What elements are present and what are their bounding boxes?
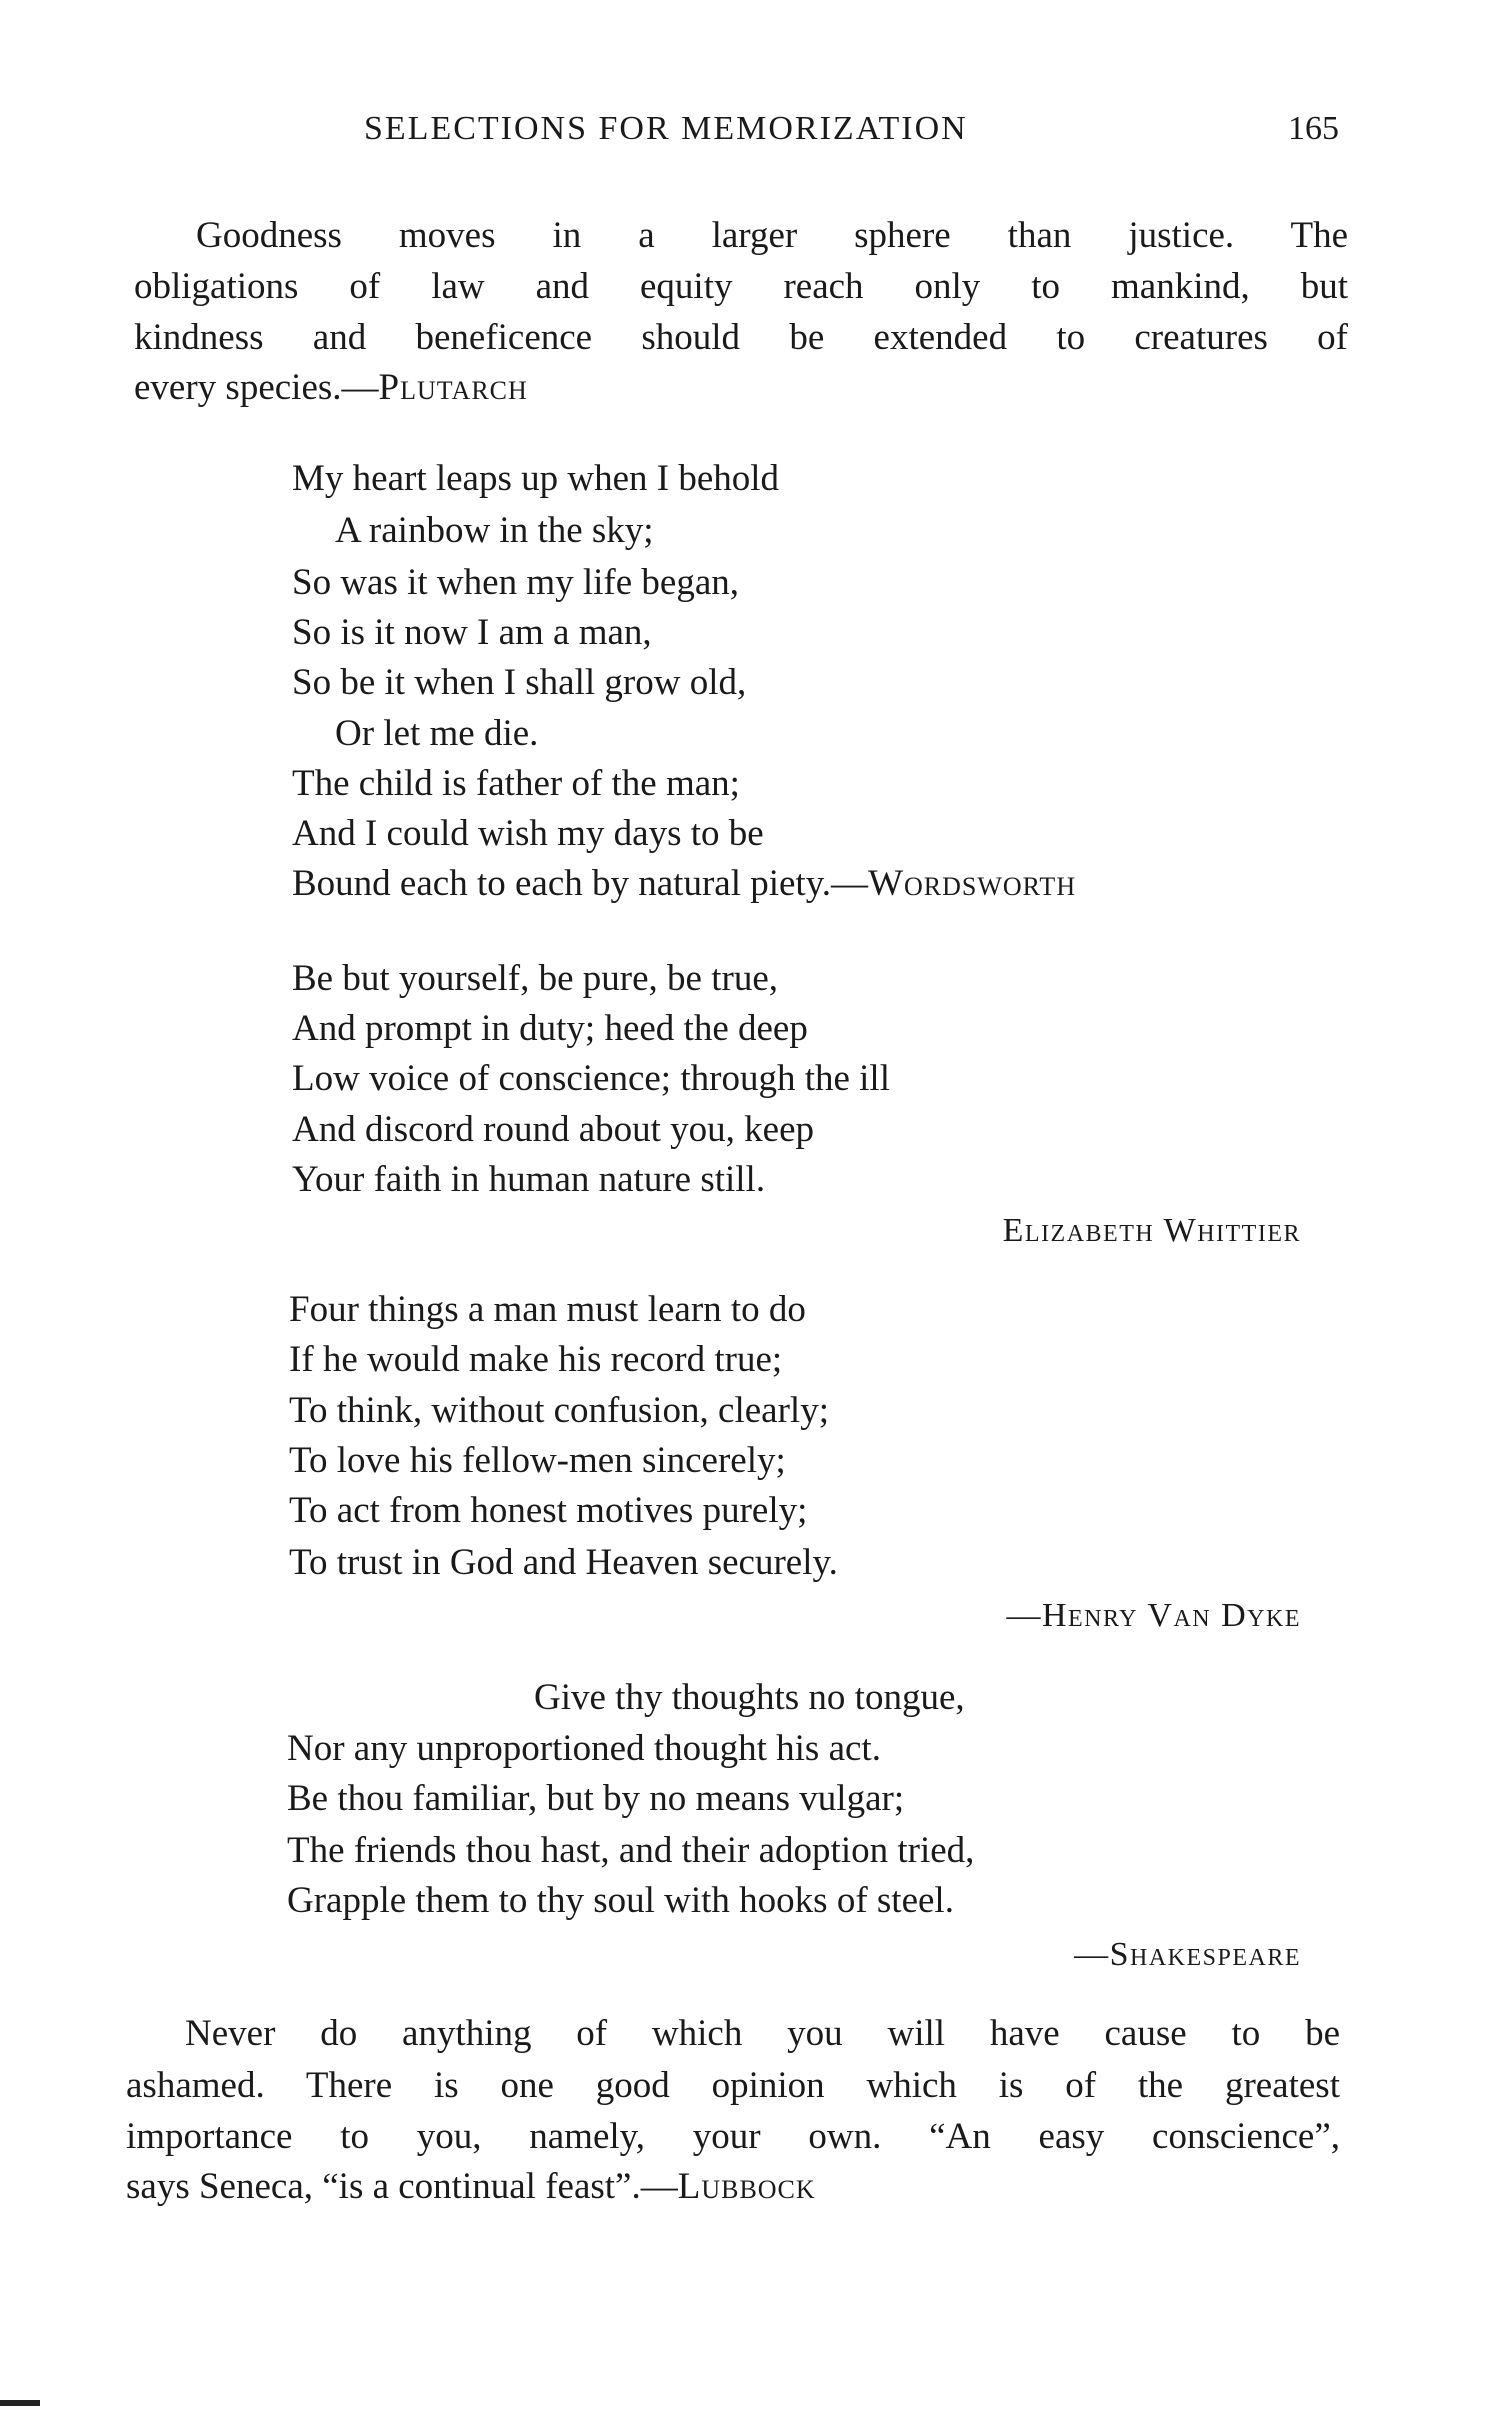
plutarch-paragraph-line [134,368,528,408]
lubbock-paragraph-line [126,2117,1340,2157]
poem-line [292,1009,808,1049]
plutarch-paragraph-line [134,318,1348,358]
attribution: Plutarch [378,367,528,408]
poem-line [292,459,779,499]
lubbock-paragraph-line [126,2066,1340,2106]
poem-line [292,959,778,999]
line-text: A rainbow in the sky; [335,510,654,551]
attribution: Elizabeth Whittier [1002,1212,1301,1249]
line-text: So is it now I am a man, [292,612,652,653]
line-text: If he would make his record true; [289,1339,783,1380]
line-text: My heart leaps up when I behold [292,458,780,499]
poem-line [289,1391,829,1431]
line-text: ashamed. There is one good opinion which is of the greatest [126,2065,1340,2106]
line-text: So was it when my life began, [292,562,739,603]
scan-mark [0,2400,40,2406]
line-text: Be thou familiar, but by no means vulgar; [287,1778,905,1819]
poem-line [289,1340,782,1380]
attribution: —Shakespeare [1074,1936,1301,1973]
attribution: —Henry Van Dyke [1006,1597,1301,1634]
poem-line [292,663,746,703]
line-text: And discord round about you, keep [292,1109,815,1150]
line-text: obligations of law and equity reach only to mankind, but [134,266,1348,307]
line-text: The child is father of the man; [292,763,740,804]
poem-line [289,1441,786,1481]
poem-line [292,563,739,603]
running-title: SELECTIONS FOR MEMORIZATION [364,110,968,147]
poem-line [335,511,654,551]
attribution: Lubbock [677,2166,816,2207]
poem-line [292,1160,765,1200]
lubbock-paragraph-line [126,2167,816,2207]
line-text: Never do anything of which you will have cause to be [185,2013,1340,2054]
poem-line [292,613,652,653]
poem-line [292,1110,814,1150]
line-text: To love his fellow-men sincerely; [289,1440,786,1481]
poem-line [289,1543,838,1583]
line-text: Your faith in human nature still. [292,1159,766,1200]
line-text: And I could wish my days to be [292,813,764,854]
line-text: To think, without confusion, clearly; [289,1390,829,1431]
poem-line [292,814,764,854]
attribution: Wordsworth [868,863,1077,904]
poem-line [292,864,1076,904]
line-text: So be it when I shall grow old, [292,662,747,703]
line-text: every species.— [134,367,379,408]
poem-line [287,1779,904,1819]
line-text: importance to you, namely, your own. “An easy conscience”, [126,2116,1340,2157]
poem-line [534,1678,965,1718]
line-text: And prompt in duty; heed the deep [292,1008,808,1049]
line-text: kindness and beneficence should be extended to creatures of [134,317,1348,358]
plutarch-paragraph-line [196,216,1348,256]
plutarch-paragraph-line [134,267,1348,307]
line-text: Give thy thoughts no tongue, [534,1677,965,1718]
line-text: Goodness moves in a larger sphere than justice. The [196,215,1348,256]
line-text: Low voice of conscience; through the ill [292,1058,890,1099]
line-text: To act from honest motives purely; [289,1490,808,1531]
poem-line [292,764,740,804]
line-text: Or let me die. [335,713,539,754]
poem-line [287,1729,881,1769]
line-text: Four things a man must learn to do [289,1289,806,1330]
poem-line [289,1491,807,1531]
poem-line [289,1290,806,1330]
line-text: To trust in God and Heaven securely. [289,1542,838,1583]
lubbock-paragraph-line [185,2014,1340,2054]
poem-line [335,714,538,754]
poem-line [287,1881,954,1921]
line-text: says Seneca, “is a continual feast”.— [126,2166,678,2207]
line-text: The friends thou hast, and their adoption tried, [287,1830,975,1871]
line-text: Bound each to each by natural piety.— [292,863,869,904]
poem-line [287,1831,974,1871]
line-text: Grapple them to thy soul with hooks of steel. [287,1880,954,1921]
page-number: 165 [1288,110,1339,147]
line-text: Nor any unproportioned thought his act. [287,1728,881,1769]
line-text: Be but yourself, be pure, be true, [292,958,778,999]
poem-line [292,1059,890,1099]
